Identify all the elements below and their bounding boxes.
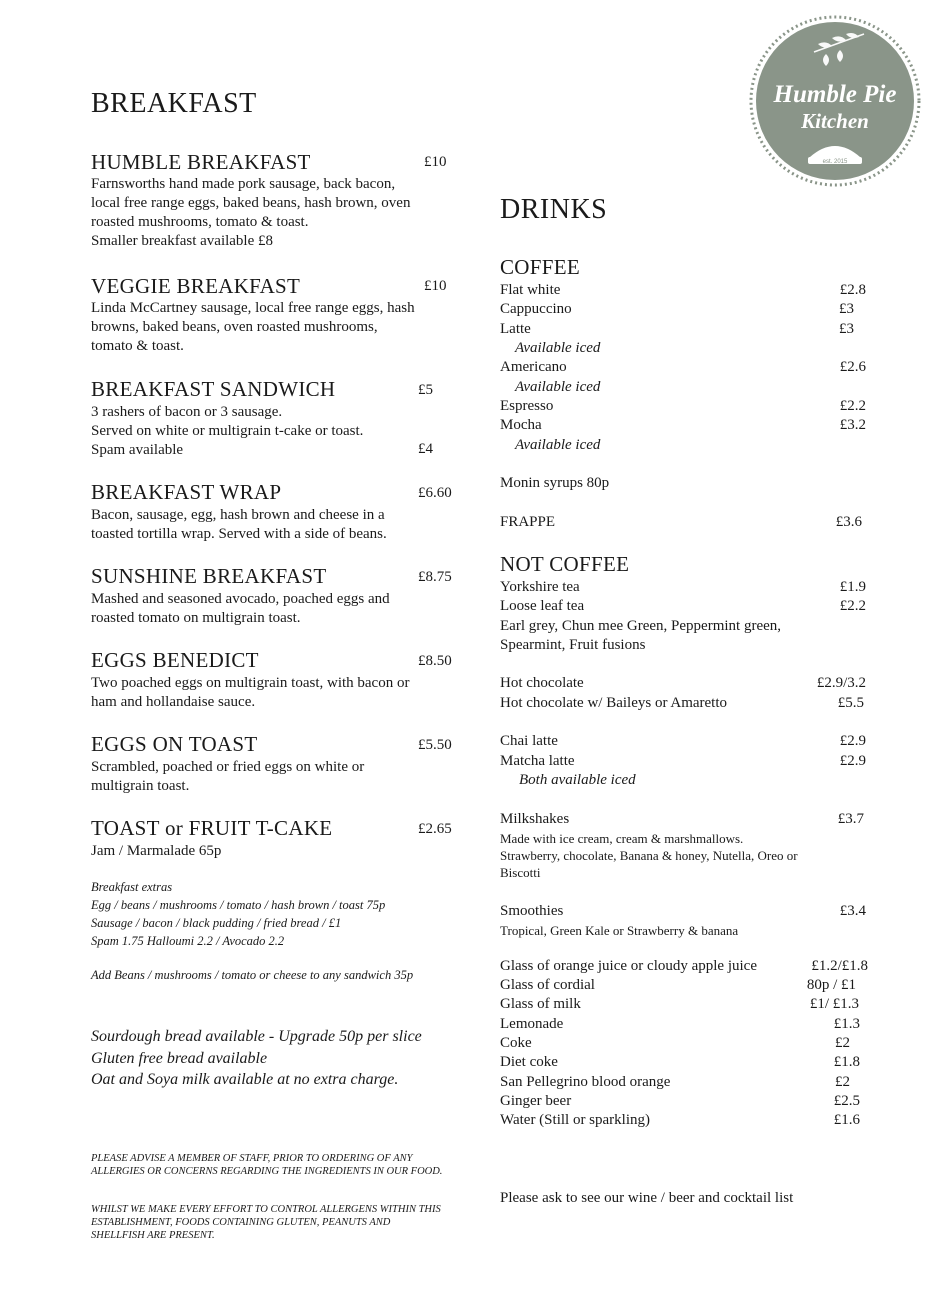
item-description: Linda McCartney sausage, local free range eggs, hash browns, baked beans, oven roasted mushrooms, tomato & toast. (91, 300, 415, 354)
item-price: £10 (424, 278, 447, 294)
item-description: Scrambled, poached or fried eggs on white or multigrain toast. (91, 759, 365, 794)
coffee-title: COFFEE (500, 255, 580, 279)
logo (748, 14, 922, 188)
item-description: Farnsworths hand made pork sausage, back bacon, local free range eggs, baked beans, hash brown, oven roasted mushrooms, tomato & toast. Smaller breakfast available £8 (91, 176, 411, 249)
item-description: Bacon, sausage, egg, hash brown and cheese in a toasted tortilla wrap. Served with a side of beans. (91, 507, 387, 542)
tea-description: Earl grey, Chun mee Green, Peppermint green, Spearmint, Fruit fusions (500, 618, 782, 653)
allergy-notice: PLEASE ADVISE A MEMBER OF STAFF, PRIOR TO ORDERING OF ANY ALLERGIES OR CONCERNS REGARDING THE INGREDIENTS IN OUR FOOD. (91, 1153, 443, 1177)
item-name: TOAST or FRUIT T-CAKE (91, 816, 333, 840)
smoothie-description: Tropical, Green Kale or Strawberry & banana (500, 923, 739, 938)
milkshake-description: Made with ice cream, cream & marshmallows. Strawberry, chocolate, Banana & honey, Nutella, Oreo or Biscotti (500, 831, 798, 880)
item-description: Mashed and seasoned avocado, poached eggs and roasted tomato on multigrain toast. (91, 591, 390, 626)
logo-badge (748, 14, 922, 188)
logo-line2: Kitchen (801, 109, 869, 133)
logo-line1: Humble Pie (773, 81, 897, 108)
item-name: BREAKFAST WRAP (91, 480, 282, 504)
item-price: £5.50 (418, 737, 452, 753)
item-extra-price: £4 (418, 441, 433, 457)
item-price: £8.50 (418, 653, 452, 669)
item-description: Two poached eggs on multigrain toast, with bacon or ham and hollandaise sauce. (91, 675, 410, 710)
logo-est: est. 2015 (822, 159, 848, 165)
item-name: EGGS ON TOAST (91, 732, 258, 756)
not-coffee-title: NOT COFFEE (500, 552, 630, 576)
item-price: £8.75 (418, 569, 452, 585)
item-name: HUMBLE BREAKFAST (91, 150, 311, 174)
bread-notes: Sourdough bread available - Upgrade 50p per slice Gluten free bread available Oat and Soya milk available at no extra charge. (91, 1028, 422, 1088)
item-description: 3 rashers of bacon or 3 sausage. Served on white or multigrain t-cake or toast. Spam available (91, 404, 364, 458)
drinks-title: DRINKS (500, 194, 608, 225)
item-price: £10 (424, 154, 447, 170)
item-name: BREAKFAST SANDWICH (91, 377, 336, 401)
item-description: Jam / Marmalade 65p (91, 843, 222, 859)
add-note: Add Beans / mushrooms / tomato or cheese to any sandwich 35p (91, 968, 414, 982)
item-name: VEGGIE BREAKFAST (91, 274, 301, 298)
item-price: £6.60 (418, 485, 452, 501)
breakfast-extras: Breakfast extras Egg / beans / mushrooms / tomato / hash brown / toast 75p Sausage / bacon / black pudding / fried bread / £1 Spam 1.75 Halloumi 2.2 / Avocado 2.2 (91, 880, 386, 948)
item-price: £5 (418, 382, 433, 398)
allergen-warning: WHILST WE MAKE EVERY EFFORT TO CONTROL ALLERGENS WITHIN THIS ESTABLISHMENT, FOODS CONTAINING GLUTEN, PEANUTS AND SHELLFISH ARE PRESENT. (91, 1204, 441, 1241)
item-name: EGGS BENEDICT (91, 648, 259, 672)
breakfast-title: BREAKFAST (91, 88, 257, 119)
item-name: SUNSHINE BREAKFAST (91, 564, 327, 588)
item-price: £2.65 (418, 821, 452, 837)
